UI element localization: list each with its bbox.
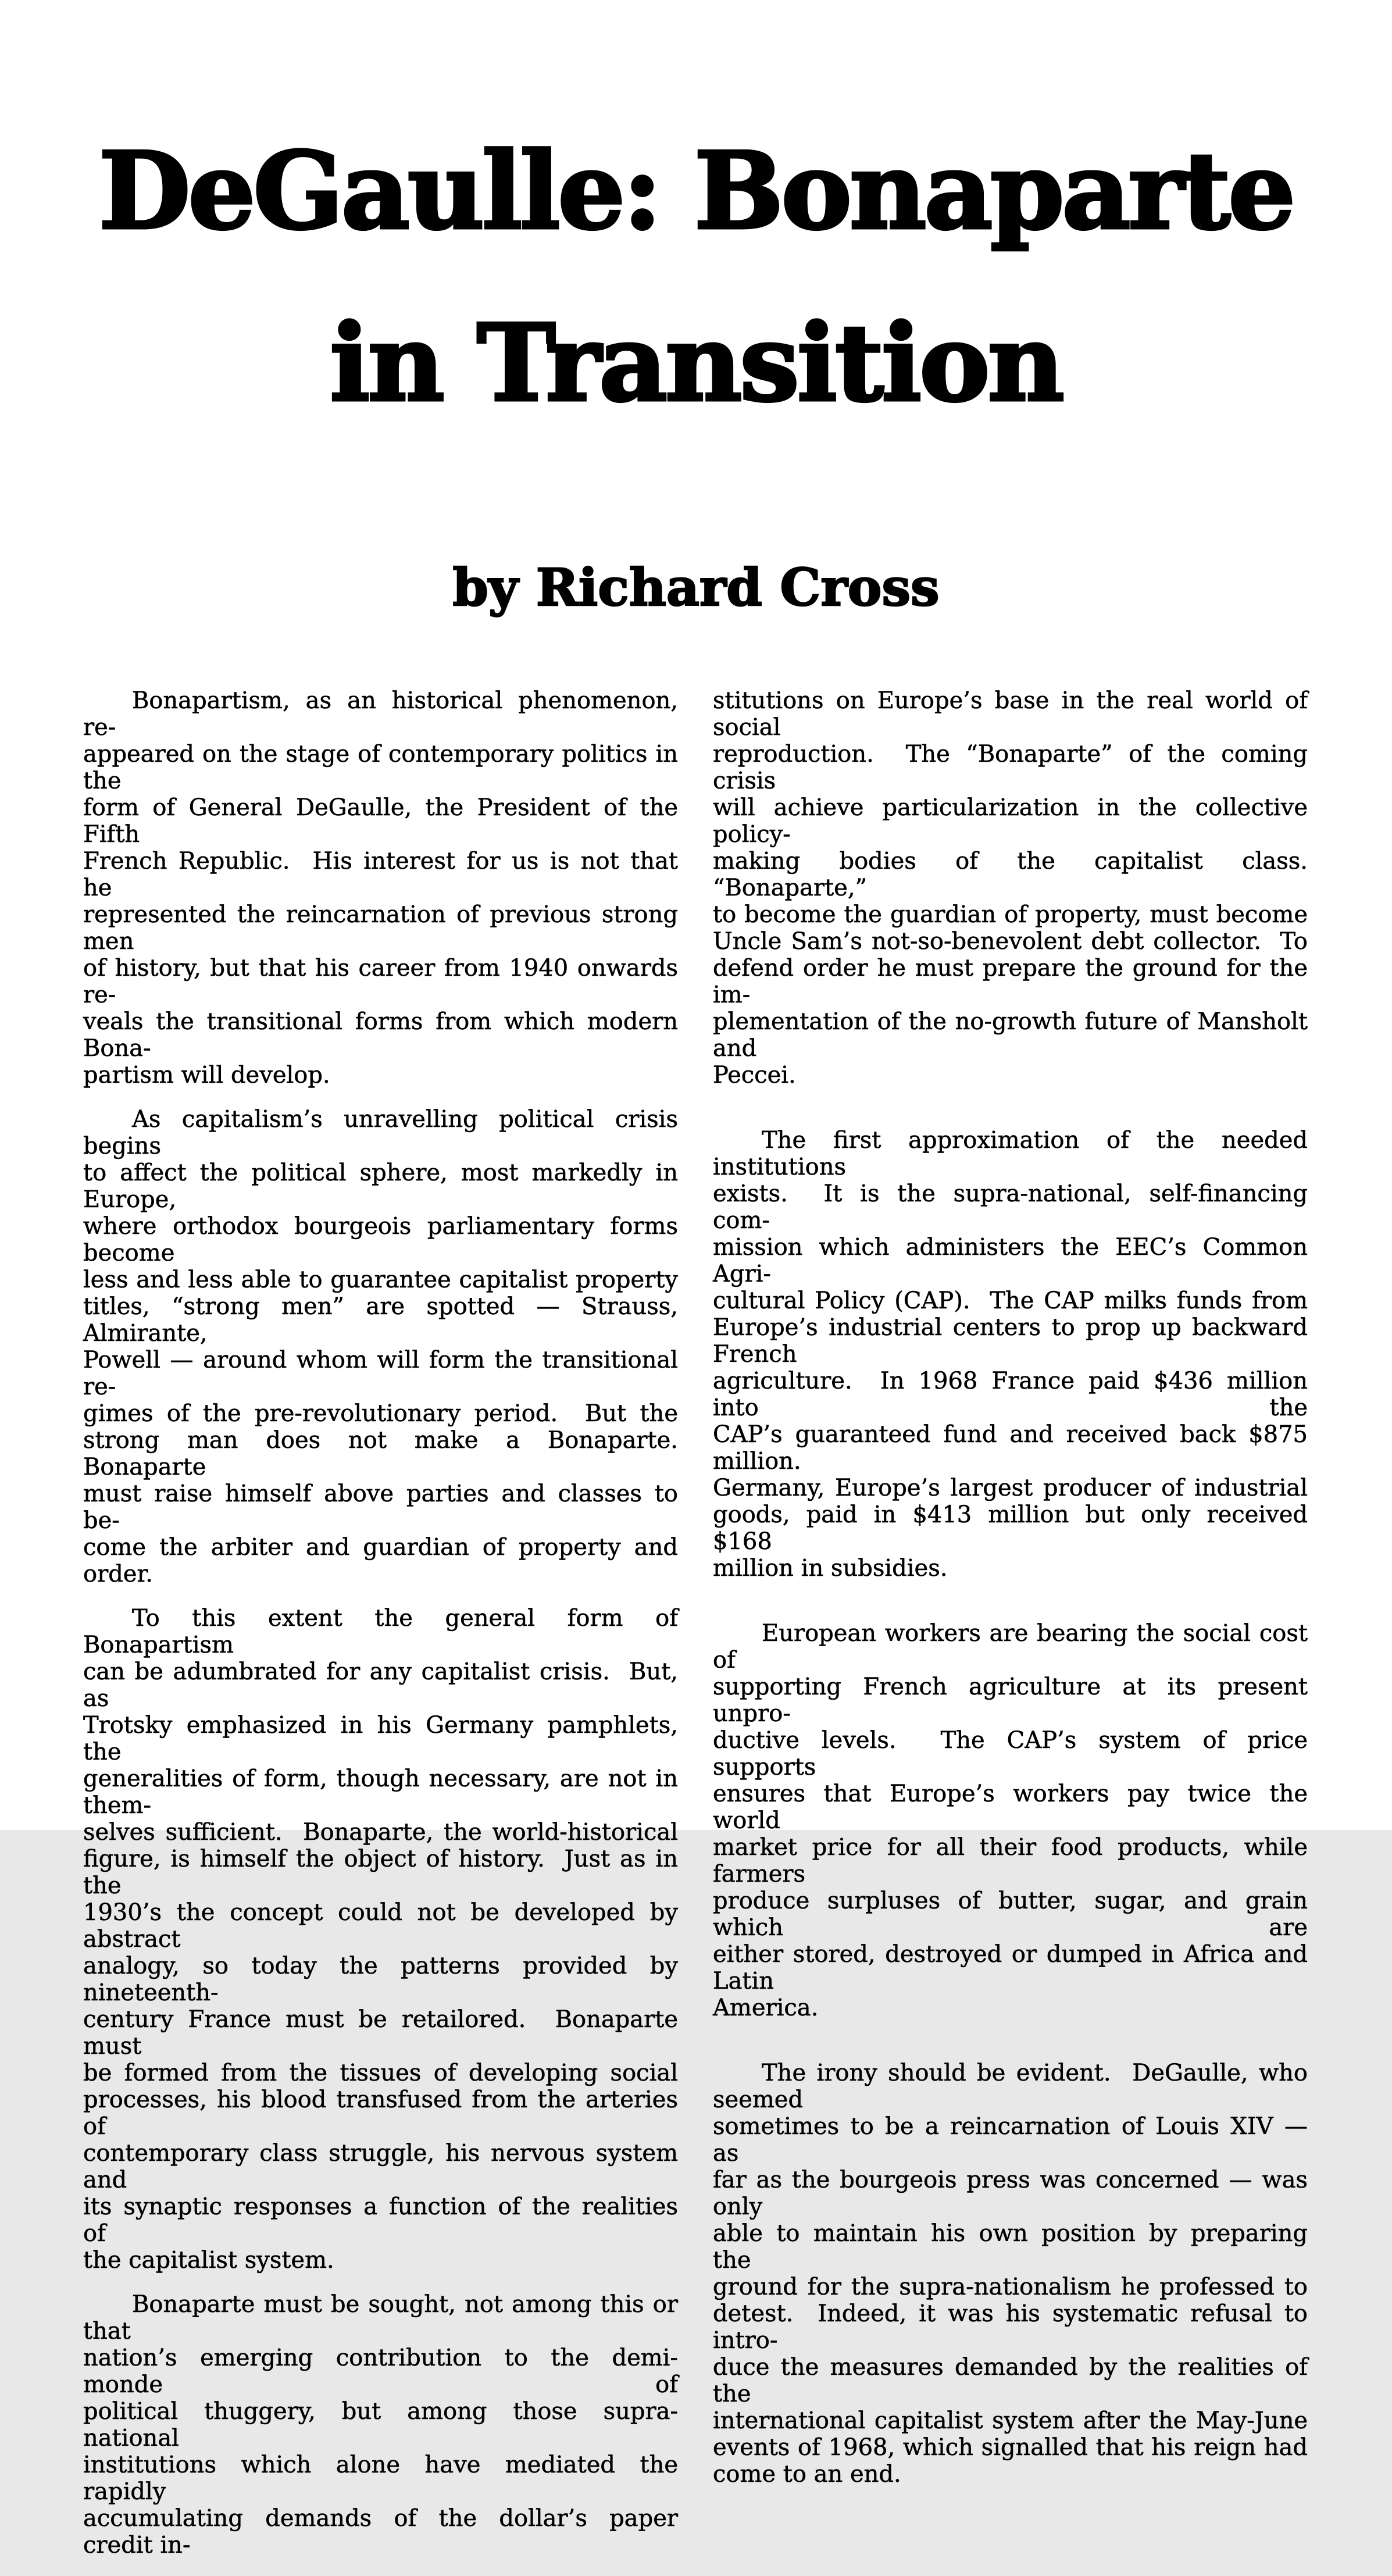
- text-line: events of 1968, which signalled that his reign had: [713, 2434, 1308, 2461]
- text-line: defend order he must prepare the ground for the im-: [713, 955, 1315, 1008]
- text-line: Powell — around whom will form the transitional re-: [83, 1347, 686, 1400]
- text-line: far as the bourgeois press was concerned — was only: [713, 2167, 1315, 2220]
- text-line: ductive levels. The CAP’s system of price supports: [713, 1727, 1315, 1781]
- text-line: contemporary class struggle, his nervous system and: [83, 2140, 686, 2193]
- text-line: Bonaparte must be sought, not among this or that: [83, 2291, 686, 2345]
- text-line: America.: [713, 1995, 819, 2021]
- text-line: processes, his blood transfused from the arteries of: [83, 2086, 686, 2140]
- text-line: can be adumbrated for any capitalist crisis. But, as: [83, 1658, 686, 1712]
- text-line: the capitalist system.: [83, 2247, 334, 2274]
- text-line: analogy, so today the patterns provided by nineteenth-: [83, 1953, 686, 2006]
- text-line: gimes of the pre-revolutionary period. But the: [83, 1400, 678, 1427]
- text-line: century France must be retailored. Bonaparte must: [83, 2006, 686, 2060]
- text-line: where orthodox bourgeois parliamentary forms become: [83, 1213, 686, 1266]
- text-line: be formed from the tissues of developing social: [83, 2060, 678, 2086]
- text-line: international capitalist system after the May-June: [713, 2407, 1308, 2434]
- text-line: either stored, destroyed or dumped in Africa and Latin: [713, 1941, 1315, 1995]
- text-line: sometimes to be a reincarnation of Louis XIV — as: [713, 2113, 1315, 2167]
- text-line: titles, “strong men” are spotted — Strauss, Almirante,: [83, 1293, 686, 1347]
- column-right: [713, 687, 1323, 2576]
- text-line: Peccei.: [713, 1062, 796, 1089]
- text-line: 1930’s the concept could not be developed by abstract: [83, 1899, 686, 1953]
- article-title-line1: DeGaulle: Bonaparte: [98, 129, 1294, 253]
- text-line: nation’s emerging contribution to the demi-monde of: [83, 2345, 678, 2398]
- paragraph: [713, 1620, 1315, 2021]
- text-line: figure, is himself the object of history. Just as in the: [83, 1846, 686, 1899]
- text-line: strong man does not make a Bonaparte. Bonaparte: [83, 1427, 693, 1480]
- text-line: partism will develop.: [83, 1062, 330, 1089]
- text-line: supporting French agriculture at its present unpro-: [713, 1674, 1315, 1727]
- text-line: mission which administers the EEC’s Common Agri-: [713, 1234, 1315, 1287]
- article-body: [83, 687, 1323, 2576]
- text-line: political thuggery, but among those supra-national: [83, 2398, 678, 2452]
- text-line: reproduction. The “Bonaparte” of the coming crisis: [713, 741, 1315, 794]
- text-line: To this extent the general form of Bonapartism: [83, 1605, 686, 1658]
- text-line: able to maintain his own position by preparing the: [713, 2220, 1315, 2274]
- paragraph: [713, 2060, 1315, 2488]
- text-line: form of General DeGaulle, the President of the Fifth: [83, 794, 686, 848]
- paragraph: [83, 687, 686, 1089]
- article-header: [0, 105, 1392, 449]
- text-line: come to an end.: [713, 2461, 901, 2488]
- text-line: exists. It is the supra-national, self-financing com-: [713, 1180, 1315, 1234]
- text-line: to affect the political sphere, most markedly in Europe,: [83, 1159, 686, 1213]
- text-line: represented the reincarnation of previous strong men: [83, 901, 686, 955]
- text-line: detest. Indeed, it was his systematic refusal to intro-: [713, 2300, 1315, 2354]
- text-line: ensures that Europe’s workers pay twice the world: [713, 1781, 1315, 1834]
- text-line: selves sufficient. Bonaparte, the world-historical: [83, 1819, 678, 1846]
- text-line: its synaptic responses a function of the realities of: [83, 2193, 686, 2247]
- text-line: generalities of form, though necessary, are not in them-: [83, 1765, 686, 1819]
- paragraph: [713, 687, 1323, 1089]
- article-title-line2: in Transition: [330, 301, 1062, 425]
- text-line: veals the transitional forms from which modern Bona-: [83, 1008, 686, 1062]
- text-line: stitutions on Europe’s base in the real world of social: [713, 687, 1315, 741]
- paragraph: [83, 1106, 693, 1587]
- text-line: agriculture. In 1968 France paid $436 million into the: [713, 1368, 1315, 1421]
- text-line: million in subsidies.: [713, 1555, 948, 1582]
- text-line: making bodies of the capitalist class. “Bonaparte,”: [713, 848, 1323, 901]
- text-line: less and less able to guarantee capitalist property: [83, 1266, 678, 1293]
- text-line: institutions which alone have mediated the rapidly: [83, 2452, 686, 2505]
- text-line: plementation of the no-growth future of Mansholt and: [713, 1008, 1315, 1062]
- text-line: market price for all their food products, while farmers: [713, 1834, 1315, 1888]
- text-line: Europe’s industrial centers to prop up backward French: [713, 1314, 1315, 1368]
- paragraph: [713, 1127, 1315, 1582]
- text-line: accumulating demands of the dollar’s paper credit in-: [83, 2505, 686, 2559]
- paragraph: [83, 1605, 686, 2274]
- text-line: appeared on the stage of contemporary politics in the: [83, 741, 686, 794]
- article-byline: by Richard Cross: [452, 557, 940, 618]
- text-line: European workers are bearing the social cost of: [713, 1620, 1315, 1674]
- text-line: goods, paid in $413 million but only received $168: [713, 1501, 1315, 1555]
- text-line: The first approximation of the needed institutions: [713, 1127, 1315, 1180]
- text-line: will achieve particularization in the collective policy-: [713, 794, 1315, 848]
- text-line: The irony should be evident. DeGaulle, who seemed: [713, 2060, 1315, 2113]
- text-line: Germany, Europe’s largest producer of industrial: [713, 1475, 1308, 1501]
- text-line: come the arbiter and guardian of property and order.: [83, 1534, 686, 1587]
- text-line: to become the guardian of property, must become: [713, 901, 1308, 928]
- text-line: CAP’s guaranteed fund and received back $875 million.: [713, 1421, 1315, 1475]
- text-line: of history, but that his career from 1940 onwards re-: [83, 955, 686, 1008]
- text-line: duce the measures demanded by the realities of the: [713, 2354, 1315, 2407]
- paragraph: [83, 2291, 686, 2559]
- text-line: Bonapartism, as an historical phenomenon, re-: [83, 687, 686, 741]
- text-line: ground for the supra-nationalism he professed to: [713, 2274, 1308, 2300]
- text-line: Trotsky emphasized in his Germany pamphlets, the: [83, 1712, 686, 1765]
- text-line: must raise himself above parties and classes to be-: [83, 1480, 686, 1534]
- text-line: Uncle Sam’s not-so-benevolent debt collector. To: [713, 928, 1308, 955]
- column-left: [83, 687, 693, 2576]
- text-line: cultural Policy (CAP). The CAP milks funds from: [713, 1287, 1308, 1314]
- text-line: produce surpluses of butter, sugar, and grain which are: [713, 1888, 1315, 1941]
- text-line: French Republic. His interest for us is not that he: [83, 848, 686, 901]
- text-line: As capitalism’s unravelling political crisis begins: [83, 1106, 686, 1159]
